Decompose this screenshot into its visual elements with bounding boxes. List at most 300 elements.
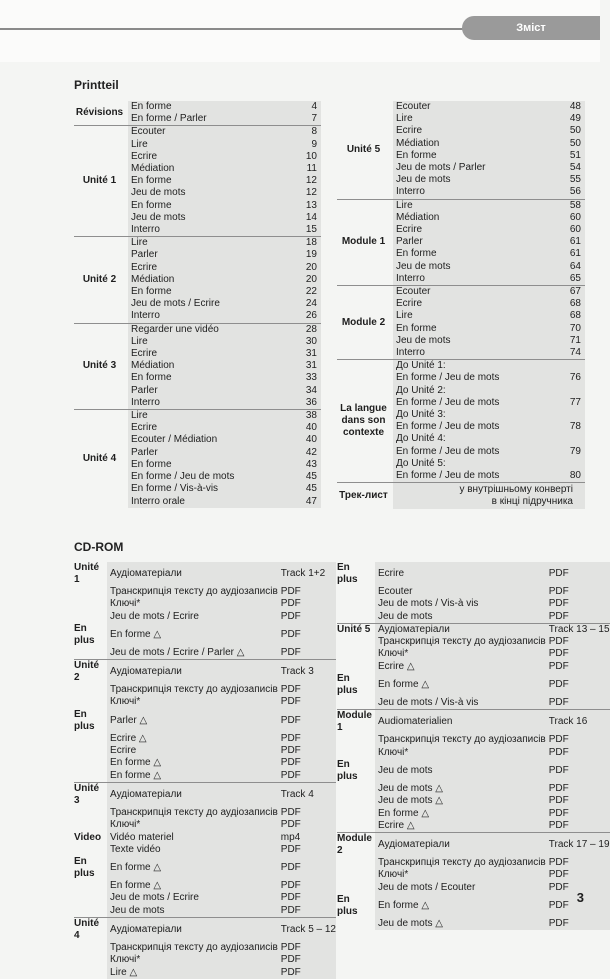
cd-item-label: Ключі* xyxy=(107,954,278,966)
cd-category: Unité 2 xyxy=(74,660,107,685)
cd-row xyxy=(337,562,610,586)
toc-item-label: Interro xyxy=(128,224,287,237)
toc-item-label: Ecouter xyxy=(393,101,551,113)
cdrom-right-table xyxy=(337,562,610,930)
cd-row xyxy=(337,747,610,759)
cd-media-type: PDF xyxy=(278,586,336,598)
toc-item-label: Interro xyxy=(128,397,287,410)
cd-row xyxy=(337,648,610,660)
cd-item-label: Jeu de mots / Ecrire xyxy=(107,611,278,623)
cdrom-title: CD-ROM xyxy=(74,540,124,554)
toc-item-label: Médiation xyxy=(393,138,551,150)
cd-category xyxy=(74,586,107,598)
cd-item-label: Транскрипція тексту до аудіозаписів xyxy=(107,684,278,696)
cd-category xyxy=(74,745,107,757)
cd-media-type: PDF xyxy=(278,856,336,880)
cd-category: En plus xyxy=(74,622,95,646)
cd-row xyxy=(74,954,336,966)
cd-category: En plus xyxy=(337,758,358,782)
toc-page-number: 74 xyxy=(551,347,585,360)
toc-item-label: Lire xyxy=(128,237,287,250)
toc-category: Révisions xyxy=(75,107,124,119)
cd-item-label: Аудіоматеріали xyxy=(107,918,278,943)
toc-page-number: 51 xyxy=(551,150,585,162)
cd-media-type: Track 3 xyxy=(278,660,336,685)
toc-page-number: 33 xyxy=(287,372,321,384)
cd-item-label: Jeu de mots / Ecouter xyxy=(375,882,546,894)
toc-page-number: 12 xyxy=(287,187,321,199)
cd-category xyxy=(337,857,375,869)
toc-item-label: Interro xyxy=(393,273,551,286)
toc-page-number: 70 xyxy=(551,323,585,335)
cd-row xyxy=(337,661,610,673)
cd-category xyxy=(337,598,375,610)
toc-page-number: 40 xyxy=(287,422,321,434)
cd-item-label: Jeu de mots xyxy=(107,905,278,918)
cd-row xyxy=(337,808,610,820)
cd-category: En plus xyxy=(74,708,95,732)
cd-category: Unité 3 xyxy=(74,782,107,807)
toc-page-number: 60 xyxy=(551,212,585,224)
toc-page-number: 60 xyxy=(551,224,585,236)
cd-category xyxy=(74,967,107,979)
cd-item-label: En forme △ xyxy=(107,623,278,647)
toc-row xyxy=(337,199,585,212)
toc-page-number: 80 xyxy=(551,470,585,483)
cd-item-label: Jeu de mots △ xyxy=(375,918,546,930)
cd-item-label: Ecouter xyxy=(375,586,546,598)
cd-row xyxy=(74,696,336,708)
cd-item-label: Ключі* xyxy=(107,598,278,610)
section-tab: Зміст xyxy=(462,16,600,40)
cd-row xyxy=(74,684,336,696)
cd-media-type: PDF xyxy=(546,611,610,624)
toc-page-number: 26 xyxy=(287,310,321,323)
cd-item-label: Аудіоматеріали xyxy=(107,782,278,807)
toc-row xyxy=(337,286,585,299)
toc-page-number: 67 xyxy=(551,286,585,299)
cd-category xyxy=(74,844,107,856)
toc-page-number: 61 xyxy=(551,236,585,248)
toc-item-label: En forme / Jeu de mots xyxy=(393,372,551,384)
cd-row xyxy=(74,782,336,807)
cd-row xyxy=(337,611,610,624)
cd-item-label: Parler △ xyxy=(107,709,278,733)
toc-page-number: 45 xyxy=(287,471,321,483)
toc-page-number: 58 xyxy=(551,199,585,212)
toc-page-number: 54 xyxy=(551,162,585,174)
toc-page-number: 50 xyxy=(551,138,585,150)
cd-item-label: Jeu de mots / Ecrire / Parler △ xyxy=(107,647,278,660)
cd-category xyxy=(74,905,107,918)
cd-category xyxy=(337,648,375,660)
cd-item-label: Jeu de mots △ xyxy=(375,783,546,795)
cd-item-label: Транскрипція тексту до аудіозаписів xyxy=(375,857,546,869)
toc-page-number: 4 xyxy=(287,101,321,113)
cd-item-label: Lire △ xyxy=(107,967,278,979)
cd-row xyxy=(74,623,336,647)
toc-item-label: Médiation xyxy=(393,212,551,224)
cd-row xyxy=(337,869,610,881)
toc-item-label: Ecrire xyxy=(128,151,287,163)
cd-item-label: Jeu de mots xyxy=(375,759,546,783)
cd-item-label: Jeu de mots / Vis-à vis xyxy=(375,697,546,710)
toc-item-label: Jeu de mots / Parler xyxy=(393,162,551,174)
cd-row xyxy=(337,918,610,930)
cd-row xyxy=(337,636,610,648)
toc-item-label: Jeu de mots xyxy=(128,187,287,199)
cd-media-type: PDF xyxy=(546,894,610,918)
cd-row xyxy=(337,673,610,697)
cd-media-type: PDF xyxy=(546,759,610,783)
toc-page-number: 42 xyxy=(287,447,321,459)
toc-page-number: 48 xyxy=(551,101,585,113)
cd-media-type: PDF xyxy=(546,857,610,869)
toc-item-label: En forme xyxy=(128,372,287,384)
cd-media-type: PDF xyxy=(278,892,336,904)
printteil-title: Printteil xyxy=(74,78,119,92)
cd-row xyxy=(337,598,610,610)
cd-media-type: PDF xyxy=(546,820,610,833)
cd-item-label: Texte vidéo xyxy=(107,844,278,856)
toc-item-label: Jeu de mots / Ecrire xyxy=(128,298,287,310)
toc-page-number: 34 xyxy=(287,385,321,397)
cd-media-type: PDF xyxy=(546,783,610,795)
toc-page-number: 24 xyxy=(287,298,321,310)
cd-item-label: Audiomaterialien xyxy=(375,710,546,735)
cd-media-type: Track 17 – 19 xyxy=(546,833,610,858)
toc-page-number: 40 xyxy=(287,434,321,446)
toc-item-label: До Unité 2: xyxy=(393,385,551,397)
cd-row xyxy=(74,757,336,769)
cd-media-type: PDF xyxy=(278,611,336,623)
cd-item-label: Транскрипція тексту до аудіозаписів xyxy=(375,636,546,648)
cd-row xyxy=(74,647,336,660)
cd-item-label: Транскрипція тексту до аудіозаписів xyxy=(107,807,278,819)
cd-media-type: PDF xyxy=(278,905,336,918)
toc-item-label: Médiation xyxy=(128,274,287,286)
toc-page-number: 15 xyxy=(287,224,321,237)
cd-media-type: PDF xyxy=(278,598,336,610)
cd-item-label: Аудіоматеріали xyxy=(375,833,546,858)
cd-media-type: Track 1+2 xyxy=(278,562,336,586)
toc-item-label: Ecrire xyxy=(128,262,287,274)
cd-category: Module 1 xyxy=(337,710,375,735)
toc-row-track-list xyxy=(337,483,585,509)
toc-page-number: 71 xyxy=(551,335,585,347)
cd-item-label: En forme △ xyxy=(107,757,278,769)
cd-category xyxy=(74,757,107,769)
toc-page-number: 64 xyxy=(551,261,585,273)
cd-row xyxy=(74,709,336,733)
toc-item-label: Lire xyxy=(128,336,287,348)
toc-item-label: Médiation xyxy=(128,360,287,372)
cd-media-type: PDF xyxy=(278,880,336,892)
cd-media-type: Track 4 xyxy=(278,782,336,807)
cd-category xyxy=(337,697,375,710)
toc-item-label: En forme xyxy=(128,101,287,113)
cd-row xyxy=(74,733,336,745)
cd-media-type: PDF xyxy=(546,598,610,610)
toc-category: Module 1 xyxy=(337,199,393,285)
cd-item-label: En forme △ xyxy=(107,880,278,892)
cd-item-label: Транскрипція тексту до аудіозаписів xyxy=(107,942,278,954)
toc-page-number: 8 xyxy=(287,126,321,139)
cd-item-label: Аудіоматеріали xyxy=(107,660,278,685)
toc-item-label: En forme / Jeu de mots xyxy=(393,397,551,409)
toc-item-label: Parler xyxy=(128,447,287,459)
cd-row xyxy=(74,586,336,598)
cd-row xyxy=(337,734,610,746)
toc-page-number: 31 xyxy=(287,348,321,360)
toc-page-number: 20 xyxy=(287,274,321,286)
cd-row xyxy=(337,759,610,783)
cd-item-label: Jeu de mots △ xyxy=(375,795,546,807)
toc-row xyxy=(74,323,321,336)
cd-media-type: PDF xyxy=(546,586,610,598)
cd-row xyxy=(74,660,336,685)
toc-page-number: 13 xyxy=(287,200,321,212)
cd-row xyxy=(337,820,610,833)
toc-page-number: 68 xyxy=(551,298,585,310)
toc-item-label: До Unité 5: xyxy=(393,458,551,470)
toc-page-number: 14 xyxy=(287,212,321,224)
toc-item-label: Ecrire xyxy=(393,125,551,137)
toc-page-number: 18 xyxy=(287,237,321,250)
toc-item-label: Parler xyxy=(128,385,287,397)
toc-item-label: Ecrire xyxy=(393,224,551,236)
cd-category xyxy=(74,954,107,966)
cd-category xyxy=(74,733,107,745)
header-rule xyxy=(0,28,465,30)
cd-media-type: PDF xyxy=(278,942,336,954)
cd-row xyxy=(74,892,336,904)
cd-row xyxy=(337,586,610,598)
cd-media-type: PDF xyxy=(546,636,610,648)
cd-media-type: mp4 xyxy=(278,832,336,844)
cd-media-type: Track 13 – 15 xyxy=(546,623,610,636)
cd-item-label: Ecrire △ xyxy=(375,820,546,833)
cd-row xyxy=(74,819,336,831)
cd-media-type: PDF xyxy=(546,697,610,710)
toc-page-number: 20 xyxy=(287,262,321,274)
toc-category: Unité 5 xyxy=(346,143,381,155)
toc-item-label: Interro xyxy=(393,186,551,199)
toc-page-number: 76 xyxy=(551,372,585,384)
cd-row xyxy=(74,745,336,757)
toc-row xyxy=(74,237,321,250)
cd-category: Video xyxy=(74,831,102,843)
cd-category xyxy=(337,918,375,930)
toc-page-number: 50 xyxy=(551,125,585,137)
cd-category: En plus xyxy=(337,673,358,697)
toc-item-label: Médiation xyxy=(128,163,287,175)
toc-row xyxy=(74,126,321,139)
cd-category xyxy=(74,770,107,783)
toc-item-label: Ecouter / Médiation xyxy=(128,434,287,446)
toc-item-label: До Unité 1: xyxy=(393,360,551,373)
cd-item-label: Аудіоматеріали xyxy=(375,623,546,636)
toc-item-label: Lire xyxy=(393,199,551,212)
cd-item-label: Ключі* xyxy=(107,696,278,708)
cd-category xyxy=(337,611,375,624)
cd-item-label: Ecrire xyxy=(107,745,278,757)
printteil-right-table xyxy=(337,101,585,509)
cd-category xyxy=(74,942,107,954)
cd-media-type: PDF xyxy=(278,770,336,783)
toc-page-number xyxy=(551,433,585,445)
toc-item-label: Jeu de mots xyxy=(393,261,551,273)
track-list-line: в кінці підручника xyxy=(491,496,573,508)
toc-item-label: En forme / Jeu de mots xyxy=(393,446,551,458)
cd-row xyxy=(337,795,610,807)
cd-item-label: Vidéo materiel xyxy=(107,832,278,844)
cd-row xyxy=(74,598,336,610)
cd-row xyxy=(74,832,336,844)
cd-media-type: PDF xyxy=(546,661,610,673)
toc-item-label: En forme xyxy=(128,200,287,212)
cd-media-type: PDF xyxy=(278,807,336,819)
cd-row xyxy=(337,623,610,636)
cd-row xyxy=(74,562,336,586)
toc-item-label: Interro xyxy=(128,310,287,323)
toc-page-number: 65 xyxy=(551,273,585,286)
toc-item-label: Lire xyxy=(128,139,287,151)
cd-row xyxy=(337,894,610,918)
cd-item-label: Транскрипція тексту до аудіозаписів xyxy=(375,734,546,746)
cd-row xyxy=(74,967,336,979)
cd-category xyxy=(337,820,375,833)
cd-category xyxy=(74,684,107,696)
cd-category xyxy=(74,819,107,831)
cd-media-type: PDF xyxy=(546,808,610,820)
cd-item-label: Ключі* xyxy=(375,747,546,759)
toc-category: Module 2 xyxy=(337,286,393,360)
cd-row xyxy=(74,905,336,918)
page-number: 3 xyxy=(576,890,584,905)
cd-item-label: Ключі* xyxy=(375,648,546,660)
toc-row xyxy=(74,101,321,113)
cd-item-label: Jeu de mots / Vis-à vis xyxy=(375,598,546,610)
toc-item-label: En forme / Jeu de mots xyxy=(393,421,551,433)
toc-item-label: En forme / Jeu de mots xyxy=(393,470,551,483)
toc-item-label: Ecouter xyxy=(393,286,551,299)
toc-category: Unité 3 xyxy=(74,323,128,409)
toc-page-number: 68 xyxy=(551,310,585,322)
toc-page-number: 36 xyxy=(287,397,321,410)
cd-media-type: PDF xyxy=(278,623,336,647)
cd-row xyxy=(337,833,610,858)
cd-category: En plus xyxy=(74,856,95,880)
toc-item-label: En forme xyxy=(393,248,551,260)
toc-page-number: 28 xyxy=(287,323,321,336)
cd-media-type: PDF xyxy=(546,795,610,807)
toc-page-number: 78 xyxy=(551,421,585,433)
cd-item-label: Ключі* xyxy=(375,869,546,881)
toc-item-label: En forme xyxy=(128,286,287,298)
toc-item-label: En forme / Vis-à-vis xyxy=(128,483,287,495)
cd-category xyxy=(337,734,375,746)
cd-item-label: Ключі* xyxy=(107,819,278,831)
toc-page-number: 10 xyxy=(287,151,321,163)
toc-item-label: Jeu de mots xyxy=(393,335,551,347)
toc-page-number: 38 xyxy=(287,410,321,423)
cd-item-label: En forme △ xyxy=(375,894,546,918)
cd-row xyxy=(74,807,336,819)
cd-item-label: Ecrire xyxy=(375,562,546,586)
cd-category xyxy=(74,880,107,892)
cd-category: En plus xyxy=(337,562,358,585)
cd-media-type: PDF xyxy=(278,696,336,708)
toc-page-number: 56 xyxy=(551,186,585,199)
toc-item-label: Lire xyxy=(128,410,287,423)
toc-page-number: 11 xyxy=(287,163,321,175)
toc-item-label: Ecouter xyxy=(128,126,287,139)
cd-row xyxy=(74,856,336,880)
cd-media-type: PDF xyxy=(546,562,610,586)
toc-row xyxy=(74,410,321,423)
cd-item-label: Jeu de mots xyxy=(375,611,546,624)
toc-item-label: Ecrire xyxy=(128,422,287,434)
toc-page-number: 22 xyxy=(287,286,321,298)
toc-item-label: Jeu de mots xyxy=(128,212,287,224)
toc-page-number xyxy=(551,458,585,470)
toc-page-number: 43 xyxy=(287,459,321,471)
toc-item-label: Interro orale xyxy=(128,496,287,508)
cd-media-type: PDF xyxy=(278,954,336,966)
cd-row xyxy=(337,783,610,795)
toc-row xyxy=(337,360,585,373)
cd-media-type: PDF xyxy=(278,709,336,733)
cd-media-type: PDF xyxy=(546,648,610,660)
toc-page-number: 31 xyxy=(287,360,321,372)
cd-category: Module 2 xyxy=(337,833,375,858)
cd-media-type: PDF xyxy=(278,967,336,979)
toc-page-number: 77 xyxy=(551,397,585,409)
cd-category xyxy=(337,783,375,795)
cd-media-type: PDF xyxy=(278,684,336,696)
cd-category xyxy=(337,636,375,648)
cd-row xyxy=(337,697,610,710)
toc-item-label: En forme / Parler xyxy=(128,113,287,126)
toc-page-number: 61 xyxy=(551,248,585,260)
toc-item-label: Regarder une vidéo xyxy=(128,323,287,336)
cd-category xyxy=(337,661,375,673)
track-list-note xyxy=(393,483,585,509)
cd-row xyxy=(74,611,336,623)
toc-item-label: Parler xyxy=(128,249,287,261)
cd-item-label: En forme △ xyxy=(375,673,546,697)
cd-category xyxy=(337,882,375,894)
cd-item-label: En forme △ xyxy=(107,770,278,783)
toc-page-number: 7 xyxy=(287,113,321,126)
cd-media-type: PDF xyxy=(278,647,336,660)
toc-item-label: En forme xyxy=(393,150,551,162)
cd-row xyxy=(337,710,610,735)
toc-page-number: 9 xyxy=(287,139,321,151)
cd-media-type: PDF xyxy=(546,869,610,881)
cd-category xyxy=(74,598,107,610)
cd-media-type: Track 5 – 12 xyxy=(278,918,336,943)
cd-media-type: PDF xyxy=(546,882,610,894)
cd-category: En plus xyxy=(337,894,358,918)
cd-category xyxy=(74,892,107,904)
cd-media-type: PDF xyxy=(278,757,336,769)
toc-page-number: 30 xyxy=(287,336,321,348)
toc-category: Unité 2 xyxy=(74,237,128,323)
toc-item-label: En forme xyxy=(128,459,287,471)
toc-category: Unité 1 xyxy=(74,126,128,237)
